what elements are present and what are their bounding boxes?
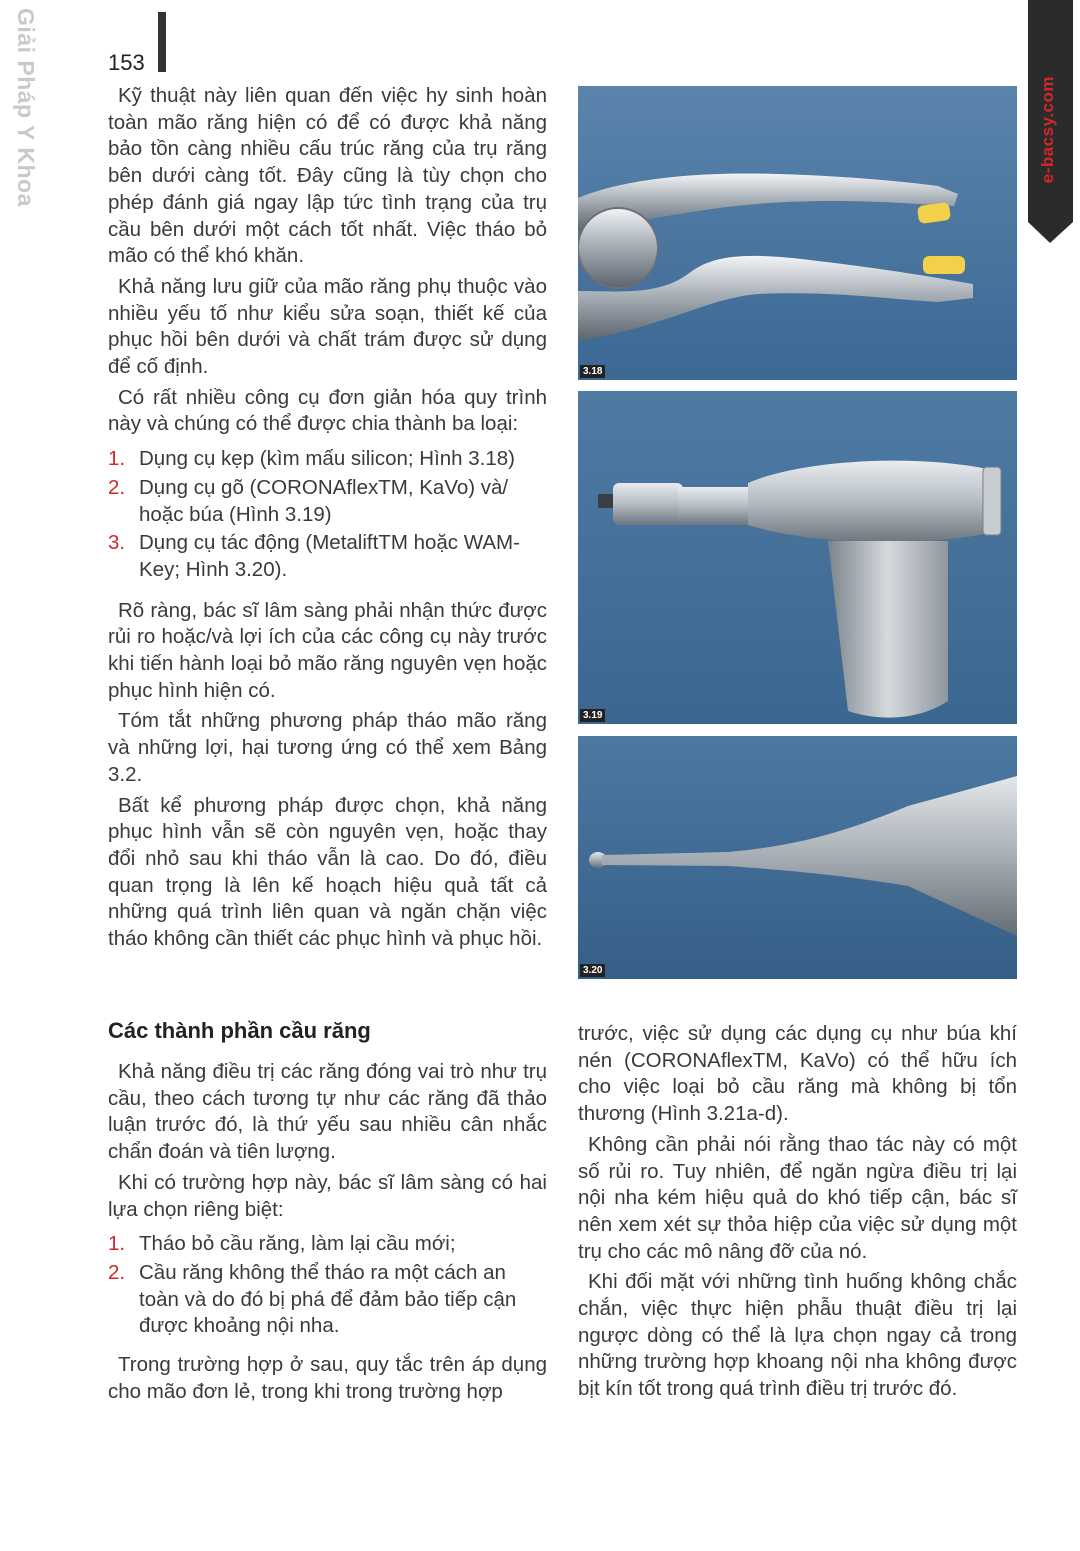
list-item [108,446,547,473]
impact-instrument-illustration [578,736,1017,979]
tools-list [108,446,547,584]
paragraph: Khả năng điều trị các răng đóng vai trò như trụ cầu, theo cách tương tự như các răng đã thảo luận trước đó, là thứ yếu sau nhiều cân nhắc chẩn đoán và tiên lượng. [108,1060,547,1164]
figure-label: 3.18 [580,365,605,378]
figure-label: 3.19 [580,709,605,722]
list-text: Dụng cụ kẹp (kìm mấu silicon; Hình 3.18) [139,447,515,471]
right-column-text [578,1021,1017,1407]
list-text: Dụng cụ tác động (MetaliftTM hoặc WAM-Key; Hình 3.20). [139,531,520,581]
paragraph: Bất kể phương pháp được chọn, khả năng phục hình vẫn sẽ còn nguyên vẹn, hoặc thay đổi nhỏ sau khi tháo vẫn là cao. Do đó, điều quan trọng là lên kế hoạch hiệu quả tất cả những quá trình liên quan và ngăn chặn việc tháo không cần thiết các phục hình và phục hồi. [108,793,547,951]
paragraph: Không cần phải nói rằng thao tác này có một số rủi ro. Tuy nhiên, để ngăn ngừa điều trị lại nội nha kém hiệu quả do khó tiếp cận, bác sĩ nên xem xét sự thỏa hiệp của việc sử dụng một trụ cho các mô nâng đỡ của nó. [578,1132,1017,1263]
site-tab-label: e-bacsy.com [1038,76,1057,184]
list-number: 2. [108,475,126,499]
list-item [108,475,547,528]
paragraph: Trong trường hợp ở sau, quy tắc trên áp dụng cho mão đơn lẻ, trong khi trong trường hợp [108,1353,547,1403]
crown-remover-illustration [578,391,1017,724]
left-column-lower [108,1059,547,1409]
left-column-upper [108,83,547,957]
paragraph: trước, việc sử dụng các dụng cụ như búa khí nén (CORONAflexTM, KaVo) có thể hữu ích cho việc loại bỏ cầu răng mà không bị tổn thương (Hình 3.21a-d). [578,1022,1017,1126]
list-number: 3. [108,531,126,555]
figure-impact-instrument [578,736,1017,979]
paragraph: Khi đối mặt với những tình huống không chắc chắn, việc thực hiện phẫu thuật điều trị lại ngược dòng có thể là lựa chọn ngay cả trong những trường hợp khoang nội nha không được bịt kín tốt trong quá trình điều trị trước đó. [578,1270,1017,1401]
site-tab[interactable] [1028,0,1073,243]
paragraph: Có rất nhiều công cụ đơn giản hóa quy trình này và chúng có thể được chia thành ba loại: [108,385,547,436]
paragraph: Tóm tắt những phương pháp tháo mão răng và những lợi, hại tương ứng có thể xem Bảng 3.2. [108,709,547,786]
list-text: Tháo bỏ cầu răng, làm lại cầu mới; [139,1232,456,1256]
list-item [108,1260,547,1340]
figure-label: 3.20 [580,964,605,977]
pliers-illustration [578,86,1017,380]
list-item [108,530,547,583]
figure-crown-remover [578,391,1017,724]
section-heading: Các thành phần cầu răng [108,1018,371,1043]
list-item [108,1231,547,1258]
list-number: 2. [108,1260,126,1284]
paragraph: Kỹ thuật này liên quan đến việc hy sinh hoàn toàn mão răng hiện có để có được khả năng bảo tồn càng nhiều cấu trúc răng của trụ răng bên dưới càng tốt. Đây cũng là tùy chọn cho phép đánh giá ngay lập tức tình trạng của trụ cầu bên dưới một cách tốt nhất. Việc tháo bỏ mão có thể khó khăn. [108,84,547,268]
paragraph: Khi có trường hợp này, bác sĩ lâm sàng có hai lựa chọn riêng biệt: [108,1170,547,1221]
list-number: 1. [108,1232,126,1256]
list-number: 1. [108,447,126,471]
list-text: Dụng cụ gõ (CORONAflexTM, KaVo) và/ hoặc búa (Hình 3.19) [139,475,509,526]
paragraph: Khả năng lưu giữ của mão răng phụ thuộc vào nhiều yếu tố như kiểu sửa soạn, thiết kế của phục hồi bên dưới và chất trám được sử dụng để cố định. [108,274,547,379]
options-list [108,1231,547,1340]
list-text: Cầu răng không thể tháo ra một cách an toàn và do đó bị phá để đảm bảo tiếp cận được khoảng nội nha. [139,1260,517,1338]
page-number-bar [158,12,166,72]
page-number: 153 [108,50,145,75]
paragraph: Rõ ràng, bác sĩ lâm sàng phải nhận thức được rủi ro hoặc/và lợi ích của các công cụ này trước khi tiến hành loại bỏ mão răng nguyên vẹn hoặc phục hình hiện có. [108,598,547,702]
figure-pliers [578,86,1017,380]
side-brand: Giải Pháp Y Khoa [13,8,39,207]
